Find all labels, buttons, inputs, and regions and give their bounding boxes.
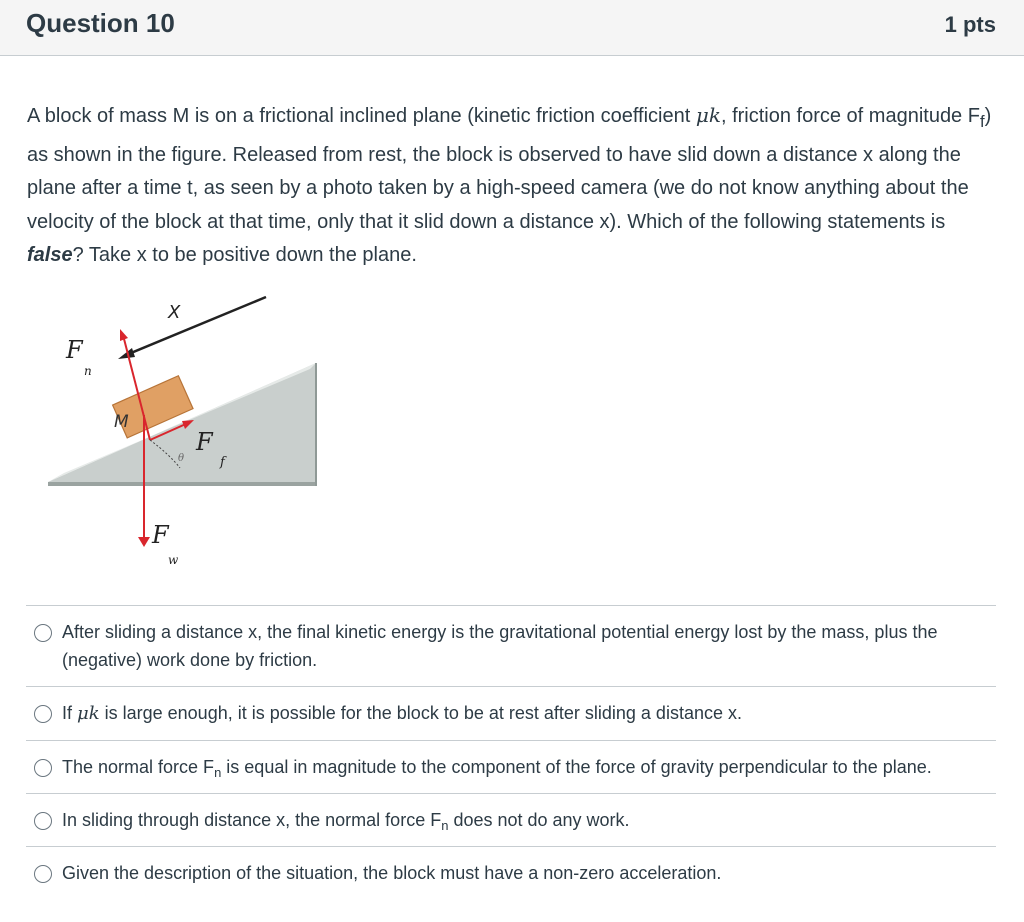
radio-button[interactable] bbox=[34, 705, 52, 723]
answer-option[interactable] bbox=[26, 686, 996, 740]
question-text-part: A block of mass M is on a frictional inclined plane (kinetic friction coefficient bbox=[27, 105, 696, 127]
label-fn: F bbox=[66, 336, 83, 364]
question-text-part: ? Take x to be positive down the plane. bbox=[72, 244, 417, 266]
label-fw: F bbox=[152, 521, 169, 549]
label-ff-sub: f bbox=[220, 455, 225, 470]
subscript-f: f bbox=[979, 112, 985, 131]
answer-text: Given the description of the situation, the block must have a non-zero acceleration. bbox=[62, 863, 722, 883]
question-header bbox=[0, 0, 1024, 56]
label-fn-sub: n bbox=[84, 364, 92, 378]
mu-k-symbol: μk bbox=[77, 703, 100, 724]
answer-text: is large enough, it is possible for the block to be at rest after sliding a distance x. bbox=[99, 703, 742, 723]
answer-option[interactable] bbox=[26, 740, 996, 793]
label-ff: F bbox=[196, 428, 213, 456]
mu-k-symbol: μk bbox=[695, 103, 721, 127]
radio-button[interactable] bbox=[34, 759, 52, 777]
question-points: 1 pts bbox=[944, 12, 996, 37]
plane-base bbox=[48, 482, 316, 486]
answer-option[interactable] bbox=[26, 793, 996, 846]
subscript-n: n bbox=[441, 818, 449, 833]
question-text-part: , friction force of magnitude F bbox=[720, 105, 980, 127]
answer-list bbox=[26, 605, 996, 899]
radio-button[interactable] bbox=[34, 865, 52, 883]
radio-button[interactable] bbox=[34, 624, 52, 642]
question-title: Question 10 bbox=[26, 8, 175, 38]
incline-figure bbox=[40, 285, 340, 575]
x-direction-arrow bbox=[126, 297, 266, 355]
label-x: X bbox=[168, 302, 181, 323]
emphasis-false: false bbox=[27, 244, 73, 266]
label-fw-sub: w bbox=[168, 553, 179, 567]
answer-option[interactable] bbox=[26, 846, 996, 899]
normal-force-arrowhead bbox=[120, 329, 128, 341]
answer-text: In sliding through distance x, the normal force F bbox=[62, 810, 442, 830]
question-text-part: ) as shown in the figure. Released from rest, the block is observed to have slid down a distance x along the plane after a time t, as seen by a photo taken by a high-speed camera (we do not know anything about the velocity of the block at that time, only that it slid down a distance x). Which of the following statements is bbox=[27, 105, 992, 233]
question-text bbox=[27, 99, 1002, 273]
answer-option[interactable] bbox=[26, 605, 996, 686]
answer-text: If bbox=[62, 703, 78, 723]
label-theta: θ bbox=[178, 453, 185, 464]
answer-text: The normal force F bbox=[62, 757, 215, 777]
answer-text: does not do any work. bbox=[448, 810, 630, 830]
weight-force-arrowhead bbox=[138, 537, 150, 547]
radio-button[interactable] bbox=[34, 812, 52, 830]
answer-text: is equal in magnitude to the component of the force of gravity perpendicular to the plane. bbox=[221, 757, 932, 777]
subscript-n: n bbox=[214, 765, 222, 780]
answer-text: After sliding a distance x, the final kinetic energy is the gravitational potential energy lost by the mass, plus the (negative) work done by friction. bbox=[62, 622, 938, 670]
label-m: M bbox=[114, 412, 129, 432]
